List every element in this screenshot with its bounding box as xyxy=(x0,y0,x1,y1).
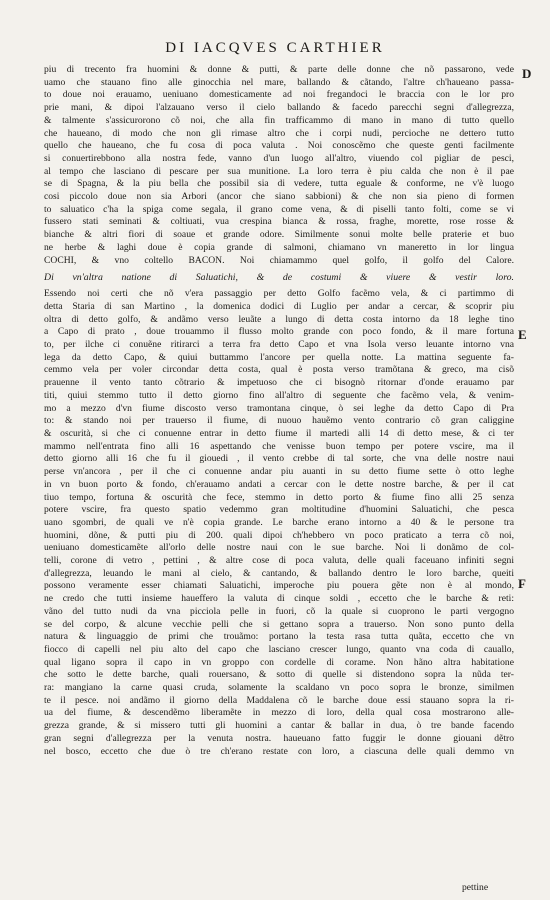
text-line: to doue noi erauamo, ueniuano domesticamente ad noi fregandoci le braccia con le lor pro xyxy=(44,89,514,101)
text-line: che sotto le dette barche, quali rouersano, & sotto di quelle si distendono sopra la nũda ter- xyxy=(44,669,514,681)
text-line: al tempo che lasciano di pescare per sua munitione. La loro terra è piu calda che non è il pae xyxy=(44,165,514,177)
text-line: cemmo vela per voler circondar detta costa, qual è posta verso tramõtana & greco, ma cisõ xyxy=(44,364,514,376)
text-line: bianche & altri fiori di soaue et grande odore. Similmente sonui molte belle praterie et buo xyxy=(44,229,514,241)
text-line: grezza grande, & si missero tutti gli huomini a cantar & ballar in dua, ò tre bande facendo xyxy=(44,720,514,732)
text-line: fussero stati seminati & coltiuati, vua crespina bianca & rossa, fraghe, morette, rose rosse & xyxy=(44,216,514,228)
text-line: detto giorno alli 16 che fu il giouedi , il vento crebbe di tal sorte, che vna delle nostre naui xyxy=(44,453,514,465)
text-line: se del corpo, & alcune vecchie pelli che si gettano sopra a trauerso. Non sono punto della xyxy=(44,618,514,630)
text-line: mo a mezzo d'vn fiume discosto verso tramontana cinque, ò sei leghe da detto Capo di Pra xyxy=(44,402,514,414)
text-line: quello che haueano, che fu cosa di poca valuta . Noi conoscẽmo che queste genti facilmente xyxy=(44,140,514,152)
text-line: in vn buon porto & fondo, ch'erauamo andati a cercar con le dette nostre barche, & per il cat xyxy=(44,478,514,490)
text-line: qual ligano sopra il capo in vn groppo con cordelle di corame. Non hãno altra habitatione xyxy=(44,656,514,668)
text-line: si conuertirebbono alla nostra fede, vanno d'un luogo all'altro, viuendo col pigliar de pesci, xyxy=(44,152,514,164)
text-line: che haueano, di modo che non gli rimase altro che i corpi nudi, percioche ne dettero tutto xyxy=(44,127,514,139)
section-subheading: Di vn'altra natione di Saluatichi, & de costumi & viuere & vestir loro. xyxy=(44,272,514,284)
text-line: possono veramente esser chiamati Saluatichi, imperoche piu pouera gẽte non è al mondo, xyxy=(44,580,514,592)
text-line: cosi piccolo doue non sia Arbori (ancor che siano sabbioni) & che non sia pieno di formen xyxy=(44,191,514,203)
text-line: COCHI, & vno coltello BACON. Noi chiamammo quel golfo, il golfo del Calore. xyxy=(44,254,514,266)
text-line: ua del fiume, & descendẽmo liberamẽte in mezzo di loro, della qual cosa mostrarono alle- xyxy=(44,707,514,719)
text-line: to saluatico c'ha la spiga come segala, il grano come vena, & di piselli tanto folti, come se vi xyxy=(44,203,514,215)
body-text xyxy=(44,64,514,758)
text-line: gran segni d'allegrezza per la venuta nostra. haueuano fatto fuggir le donne giouani dẽtro xyxy=(44,732,514,744)
text-line: oltra di detto golfo, & andãmo verso leuãte a lungo di detta costa intorno da 18 leghe tino xyxy=(44,313,514,325)
text-line: ueniuano domesticamẽte all'orlo delle nostre naui con le sue barche. Noi li donãmo de col- xyxy=(44,542,514,554)
text-line: vãno del tutto nudi da vna picciola pelle in fuori, cõ la quale si cuoprono le parti vergogno xyxy=(44,605,514,617)
text-line: nel bosco, eccetto che due ò tre ch'erano restate con loro, a ciascuna delle quali demmo vn xyxy=(44,745,514,757)
text-line: Essendo noi certi che nõ v'era passaggio per detto Golfo facẽmo vela, & ci partimmo di xyxy=(44,288,514,300)
catchword: pettine xyxy=(462,882,489,893)
text-line: titi, quiui stemmo tutto il detto giorno fino all'altro di seguente che facẽmo vela, & venim- xyxy=(44,389,514,401)
text-line: a Capo di prato , doue trouammo il flusso molto grande con poco fondo, & il mare fortuna xyxy=(44,326,514,338)
text-line: te il pesce. noi andãmo il giorno della Maddalena cõ le barche doue essi stauano sopra la ri- xyxy=(44,694,514,706)
text-line: to, per ilche ci conuẽne ritirarci a terra fra detto Capo et vna Isola verso leuante intorno vna xyxy=(44,339,514,351)
text-line: fiocco di capelli nel piu alto del capo che lasciano crescer lungo, quanto vna coda di cauallo, xyxy=(44,643,514,655)
text-line: & talmente s'assicurorono cõ noi, che alla fin trafficammo di mano in mano di tutto quello xyxy=(44,114,514,126)
text-line: ne credo che tutti insieme haueffero la valuta di cinque soldi , eccetto che le barche & reti: xyxy=(44,593,514,605)
text-line: lega da detto Capo, & quiui buttammo l'ancore per quella notte. La mattina seguente fa- xyxy=(44,351,514,363)
running-head: DI IACQVES CARTHIER xyxy=(165,40,385,56)
text-line: tiuo tempo, fortuna & oscurità che fece, stemmo in detto porto & fiume fino alli 25 senza xyxy=(44,491,514,503)
text-line: d'allegrezza, leuando le mani al cielo, & cantando, & ballando dentro le loro barche, queiti xyxy=(44,567,514,579)
text-line: se di Spagna, & la piu bella che possibil sia di vedere, tutta eguale & conforme, ne v'è luogo xyxy=(44,178,514,190)
text-line: mammo nell'entrata fino alli 16 aspettando che venisse buon tempo per potere vscire, ma il xyxy=(44,440,514,452)
text-line: uamo che stauano fino alle ginocchia nel mare, ballando & cãtando, l'altre ch'haueano passa- xyxy=(44,76,514,88)
text-line: natura & linguaggio de primi che trouãmo: portano la testa rasa tutta quãta, eccetto che vn xyxy=(44,631,514,643)
text-line: ra: mangiano la carne quasi cruda, solamente la scaldano vn poco sopra le bronze, similmen xyxy=(44,682,514,694)
marginal-letter-f: F xyxy=(518,576,526,591)
marginal-letter-e: E xyxy=(518,327,527,342)
text-line: perse vn'ancora , per il che ci conuenne andar piu auanti in su detto fiume sette ò otto leghe xyxy=(44,466,514,478)
text-line: detta Staria di san Martino , la domenica dodici di Luglio per andar a cercar, & scoprir piu xyxy=(44,300,514,312)
marginal-letter-d: D xyxy=(522,66,532,81)
text-line: ne herbe & laghi doue è copia grande di salmoni, chiamano vn maneretto in lor lingua xyxy=(44,241,514,253)
text-line: prauenne il vento tanto cõtrario & impetuoso che ci bisognò ritornar d'onde erauamo par xyxy=(44,377,514,389)
text-line: uano sgombri, de quali ve n'è copia grande. Le barche erano intorno a 40 & le persone tra xyxy=(44,516,514,528)
text-line: telli, corone di vetro , pettini , & altre cose di poca valuta, delle quali faceuano infiniti segni xyxy=(44,555,514,567)
paragraph-1 xyxy=(44,64,514,267)
text-line: to: & stando noi per trauerso il fiume, di nuouo hauẽmo vento contrario cõ gran caliggine xyxy=(44,415,514,427)
paragraph-2 xyxy=(44,288,514,758)
text-line: piu di trecento fra huomini & donne & putti, & parte delle donne che nõ passarono, vede xyxy=(44,64,514,75)
text-line: prie mani, & dipoi l'alzauano verso il cielo ballando & facedo parecchi segni d'allegrezza, xyxy=(44,102,514,114)
text-line: huomini, dõne, & putti piu di 200. quali dipoi ch'hebbero vn poco praticato a terra cõ noi, xyxy=(44,529,514,541)
text-line: potere vscire, fra questo spatio vedemmo gran moltitudine d'huomini Saluatichi, che pesca xyxy=(44,504,514,516)
text-line: & oscurità, si che ci conuenne entrar in detto fiume il martedi alli 14 di detto mese, & ci ter xyxy=(44,427,514,439)
